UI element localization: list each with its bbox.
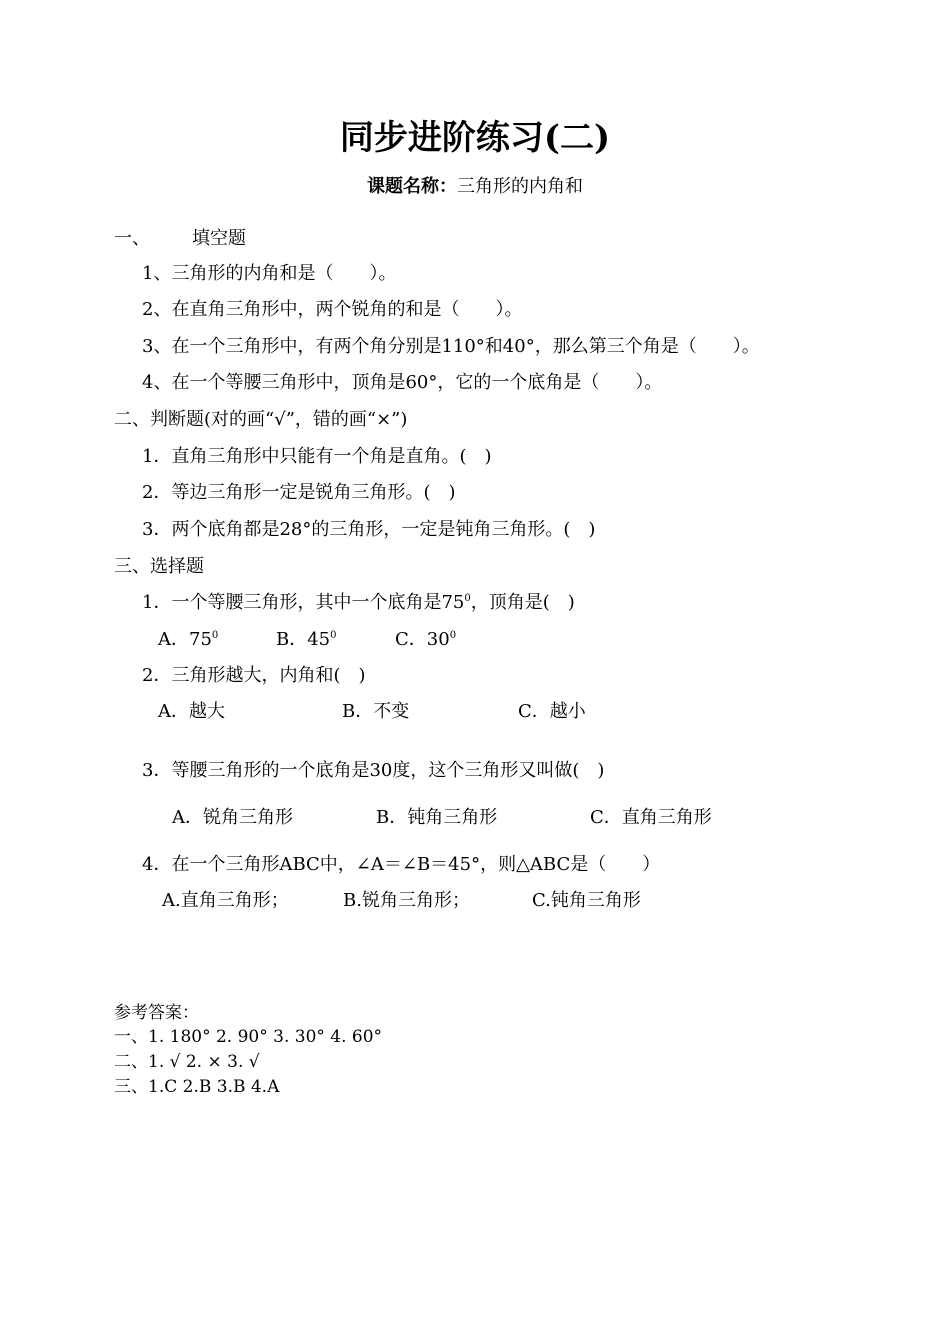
choice-2-option-a: A．越大 [158, 701, 225, 722]
answer-line-1: 一、1. 180° 2. 90° 3. 30° 4. 60° [114, 1027, 383, 1047]
judge-question-2: 2．等边三角形一定是锐角三角形。( ) [142, 482, 456, 503]
choice-question-4: 4．在一个三角形ABC中，∠A＝∠B＝45°，则△ABC是（ ） [142, 854, 661, 875]
topic-name: 三角形的内角和 [457, 176, 583, 197]
choice-question-1-text: 1．一个等腰三角形，其中一个底角是75 [142, 592, 465, 613]
option-text: C．30 [395, 629, 450, 650]
section-1-heading [114, 228, 246, 250]
topic-label: 课题名称： [367, 176, 457, 197]
degree-superscript: 0 [464, 593, 471, 604]
choice-2-option-c: C．越小 [518, 701, 586, 722]
choice-question-3: 3．等腰三角形的一个底角是30度，这个三角形又叫做( ) [142, 760, 605, 781]
fill-question-4: 4、在一个等腰三角形中，顶角是60°，它的一个底角是（ ）。 [142, 372, 663, 393]
option-text: A．75 [158, 629, 212, 650]
choice-3-option-a: A．锐角三角形 [172, 807, 293, 828]
topic-line [0, 176, 950, 198]
choice-4-option-a: A.直角三角形； [162, 890, 289, 911]
judge-question-3: 3．两个底角都是28°的三角形，一定是钝角三角形。( ) [142, 519, 596, 540]
choice-4-option-c: C.钝角三角形 [532, 890, 641, 911]
degree-superscript: 0 [449, 630, 457, 641]
choice-2-option-b: B．不变 [342, 701, 410, 722]
answer-line-3: 三、1.C 2.B 3.B 4.A [114, 1077, 280, 1097]
choice-4-option-b: B.锐角三角形； [343, 890, 470, 911]
answers-heading: 参考答案： [114, 1003, 199, 1023]
section-1-title: 填空题 [192, 228, 246, 249]
degree-superscript: 0 [330, 630, 337, 641]
choice-question-1 [142, 592, 575, 614]
choice-question-2: 2．三角形越大，内角和( ) [142, 665, 366, 686]
section-2-heading: 二、判断题(对的画“√”，错的画“×”) [114, 409, 408, 430]
choice-1-option-b [276, 629, 337, 651]
choice-question-1-tail: ，顶角是( ) [470, 592, 575, 613]
choice-1-option-c [395, 629, 456, 651]
judge-question-1: 1．直角三角形中只能有一个角是直角。( ) [142, 446, 492, 467]
option-text: B．45 [276, 629, 331, 650]
page-title: 同步进阶练习(二) [339, 118, 611, 158]
fill-question-2: 2、在直角三角形中，两个锐角的和是（ ）。 [142, 299, 523, 320]
section-3-heading: 三、选择题 [114, 556, 204, 577]
fill-question-3: 3、在一个三角形中，有两个角分别是110°和40°，那么第三个角是（ ）。 [142, 336, 760, 357]
fill-question-1: 1、三角形的内角和是（ ）。 [142, 263, 397, 284]
choice-3-option-b: B．钝角三角形 [376, 807, 498, 828]
answer-line-2: 二、1. √ 2. × 3. √ [114, 1052, 260, 1072]
degree-superscript: 0 [211, 630, 219, 641]
section-1-number: 一、 [114, 228, 150, 249]
choice-1-option-a [158, 629, 218, 651]
choice-3-option-c: C．直角三角形 [590, 807, 712, 828]
